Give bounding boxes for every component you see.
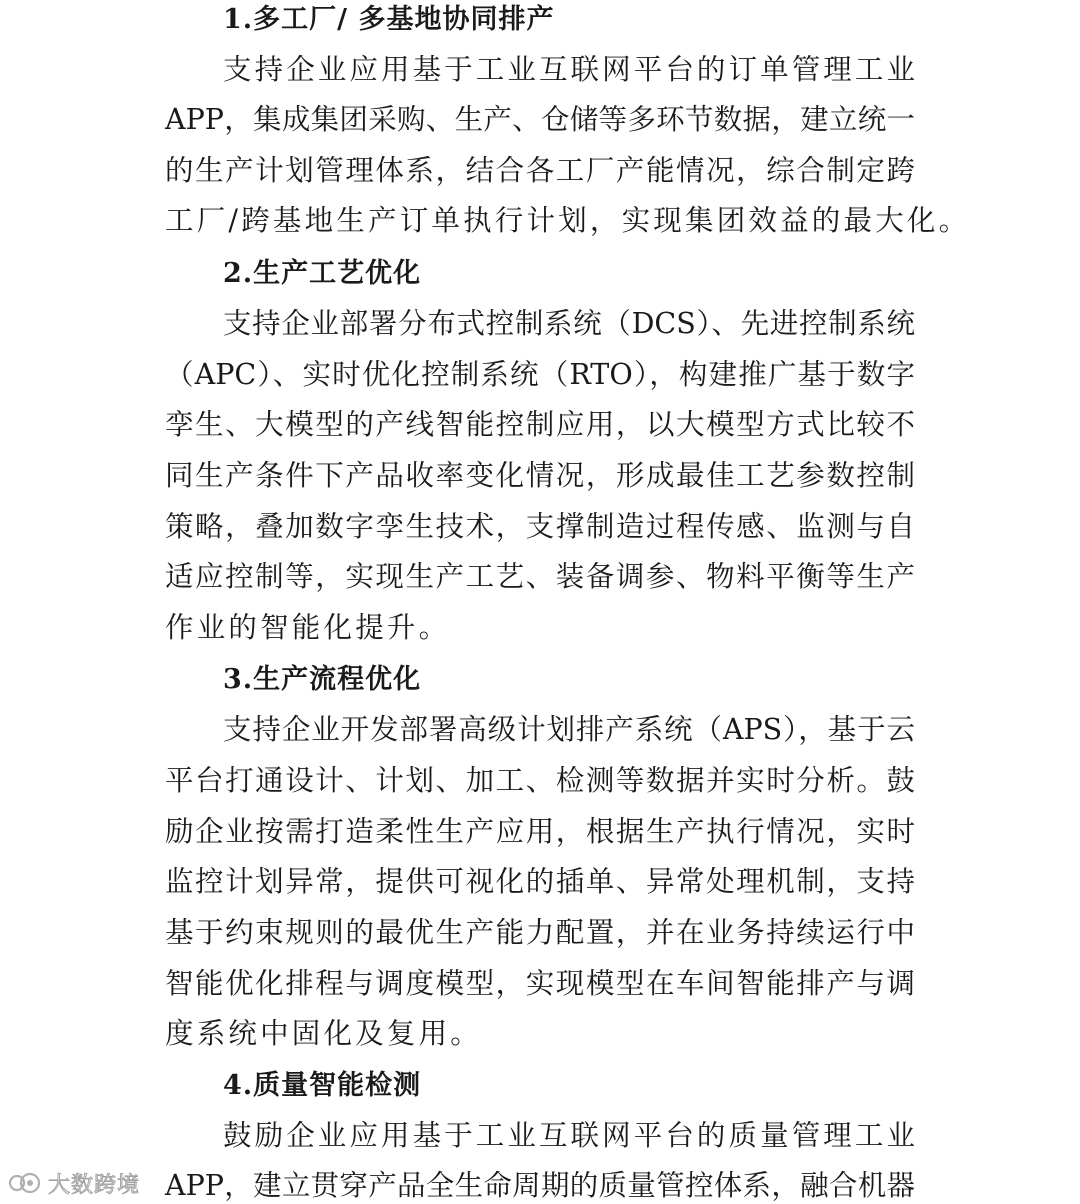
paragraph-line: 的生产计划管理体系，结合各工厂产能情况，综合制定跨 — [165, 154, 915, 187]
paragraph-line: 作业的智能化提升。 — [165, 611, 451, 644]
paragraph-line: APP，建立贯穿产品全生命周期的质量管控体系，融合机器 — [165, 1169, 915, 1202]
paragraph-line: 度系统中固化及复用。 — [165, 1017, 483, 1050]
section-heading-2: 2.生产工艺优化 — [223, 258, 422, 289]
paragraph-line: 支持企业开发部署高级计划排产系统（APS），基于云 — [223, 713, 915, 746]
paragraph-line: 基于约束规则的最优生产能力配置，并在业务持续运行中 — [165, 916, 915, 949]
paragraph-line: 支持企业应用基于工业互联网平台的订单管理工业 — [223, 53, 915, 86]
brand-logo-icon — [8, 1170, 42, 1196]
paragraph-line: APP，集成集团采购、生产、仓储等多环节数据，建立统一 — [165, 103, 915, 136]
paragraph-line: 同生产条件下产品收率变化情况，形成最佳工艺参数控制 — [165, 459, 915, 492]
watermark-text: 大数跨境 — [48, 1172, 141, 1198]
section-heading-4: 4.质量智能检测 — [223, 1070, 422, 1101]
paragraph-line: 励企业按需打造柔性生产应用，根据生产执行情况，实时 — [165, 815, 915, 848]
section-heading-1: 1.多工厂/ 多基地协同排产 — [223, 4, 555, 35]
paragraph-line: 智能优化排程与调度模型，实现模型在车间智能排产与调 — [165, 967, 915, 1000]
paragraph-line: 平台打通设计、计划、加工、检测等数据并实时分析。鼓 — [165, 764, 915, 797]
watermark — [8, 1166, 140, 1200]
paragraph-line: 鼓励企业应用基于工业互联网平台的质量管理工业 — [223, 1119, 915, 1152]
paragraph-line: 支持企业部署分布式控制系统（DCS）、先进控制系统 — [223, 307, 915, 340]
paragraph-line: 适应控制等，实现生产工艺、装备调参、物料平衡等生产 — [165, 560, 915, 593]
paragraph-line: 监控计划异常，提供可视化的插单、异常处理机制，支持 — [165, 865, 915, 898]
paragraph-line: （APC）、实时优化控制系统（RTO），构建推广基于数字 — [165, 358, 915, 391]
paragraph-line: 策略，叠加数字孪生技术，支撑制造过程传感、监测与自 — [165, 510, 915, 543]
paragraph-line: 工厂/跨基地生产订单执行计划，实现集团效益的最大化。 — [165, 204, 971, 237]
section-heading-3: 3.生产流程优化 — [223, 664, 422, 695]
paragraph-line: 孪生、大模型的产线智能控制应用，以大模型方式比较不 — [165, 408, 915, 441]
